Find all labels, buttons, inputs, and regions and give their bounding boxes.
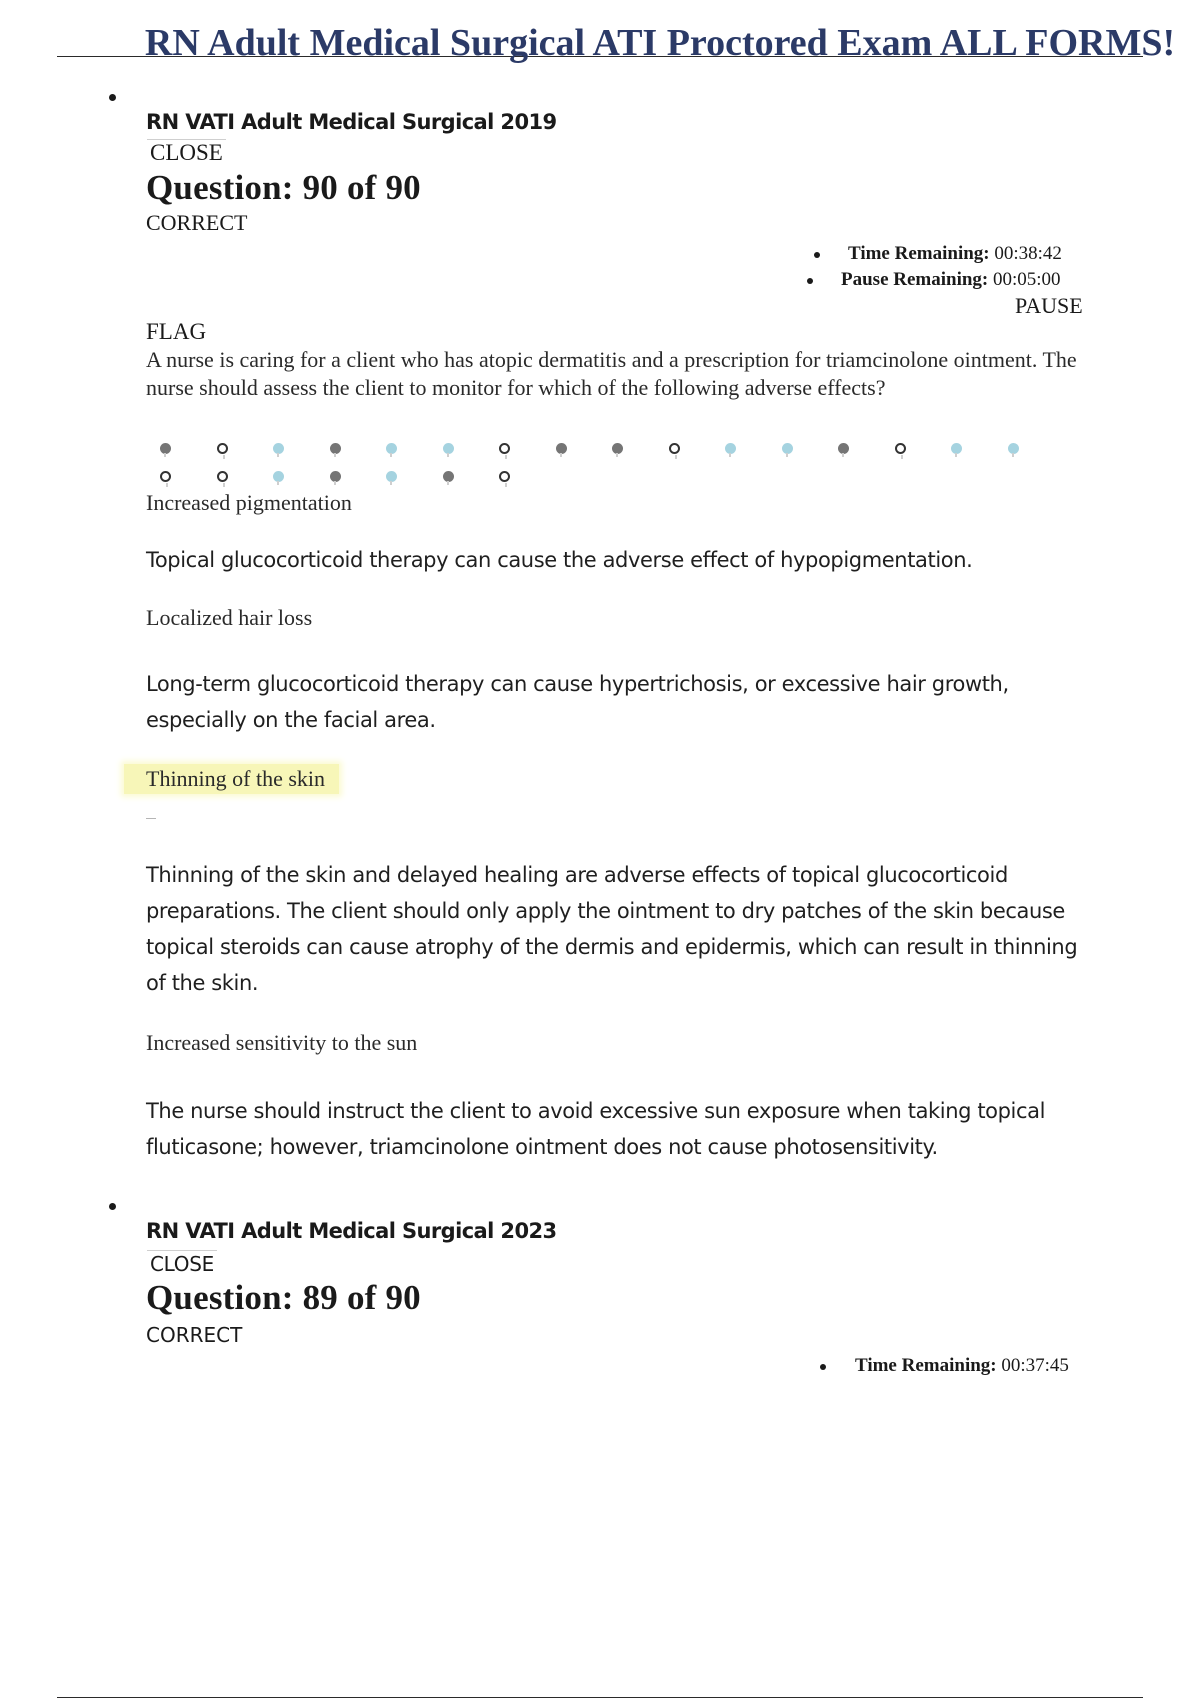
- question-nav-dot[interactable]: [499, 471, 510, 482]
- question-nav-dot[interactable]: [1008, 443, 1019, 454]
- question-nav-dot[interactable]: [160, 443, 171, 454]
- question-nav-dot[interactable]: [612, 443, 623, 454]
- answer-status: CORRECT: [146, 210, 248, 235]
- question-nav-dot[interactable]: [217, 443, 228, 454]
- question-nav-dot[interactable]: [443, 443, 454, 454]
- bottom-rule: [57, 1697, 1143, 1698]
- question-nav-dot[interactable]: [160, 471, 171, 482]
- pause-remaining: [841, 269, 1061, 291]
- question-text: A nurse is caring for a client who has atopic dermatitis and a prescription for triamcinolone ointment. The nurse should assess the client to monitor for which of the following adverse effects?: [146, 347, 1077, 400]
- time-remaining-label: Time Remaining:: [855, 1355, 997, 1376]
- question-nav-dot[interactable]: [725, 443, 736, 454]
- question-nav-dot[interactable]: [499, 443, 510, 454]
- time-remaining-label: Time Remaining:: [848, 243, 990, 264]
- time-remaining: [848, 243, 1062, 265]
- time-remaining: [855, 1355, 1069, 1377]
- close-button[interactable]: CLOSE: [147, 139, 226, 166]
- pause-remaining-value: 00:05:00: [993, 269, 1061, 290]
- time-remaining-value: 00:38:42: [994, 243, 1062, 264]
- question-nav-dot[interactable]: [273, 443, 284, 454]
- question-nav-dot[interactable]: [782, 443, 793, 454]
- question-nav-dot[interactable]: [669, 443, 680, 454]
- question-nav-dot[interactable]: [330, 443, 341, 454]
- answer-option-selected[interactable]: Thinning of the skin: [124, 764, 339, 794]
- separator: [146, 818, 156, 819]
- question-nav-dot[interactable]: [273, 471, 284, 482]
- question-nav-dot[interactable]: [386, 443, 397, 454]
- answer-status: CORRECT: [146, 1323, 243, 1347]
- answer-option[interactable]: Increased pigmentation: [146, 490, 352, 515]
- question-number: Question: 90 of 90: [146, 168, 421, 207]
- list-bullet: [807, 278, 813, 284]
- question-nav-dot[interactable]: [386, 471, 397, 482]
- question-nav-dot[interactable]: [895, 443, 906, 454]
- option-rationale: Topical glucocorticoid therapy can cause the adverse effect of hypopigmentation.: [146, 548, 973, 572]
- pause-remaining-label: Pause Remaining:: [841, 269, 989, 290]
- document-title: RN Adult Medical Surgical ATI Proctored Exam ALL FORMS!: [144, 22, 1176, 64]
- close-button[interactable]: CLOSE: [147, 1250, 217, 1277]
- answer-option[interactable]: Localized hair loss: [146, 605, 313, 630]
- option-rationale: Thinning of the skin and delayed healing are adverse effects of topical glucocorticoid preparations. The client should only apply the ointment to dry patches of the skin because topical steroids can cause atrophy of the dermis and epidermis, which can result in thinning of the skin.: [146, 863, 1078, 995]
- question-nav-dot[interactable]: [443, 471, 454, 482]
- option-rationale: Long-term glucocorticoid therapy can cause hypertrichosis, or excessive hair growth, especially on the facial area.: [146, 672, 1009, 732]
- option-rationale: The nurse should instruct the client to avoid excessive sun exposure when taking topical fluticasone; however, triamcinolone ointment does not cause photosensitivity.: [146, 1099, 1046, 1159]
- section-heading: RN VATI Adult Medical Surgical 2023: [146, 1219, 557, 1243]
- list-bullet: [820, 1364, 826, 1370]
- flag-button[interactable]: FLAG: [146, 319, 207, 344]
- question-nav-dot[interactable]: [951, 443, 962, 454]
- answer-option[interactable]: Increased sensitivity to the sun: [146, 1030, 418, 1055]
- question-number: Question: 89 of 90: [146, 1278, 421, 1317]
- time-remaining-value: 00:37:45: [1001, 1355, 1069, 1376]
- section-heading: RN VATI Adult Medical Surgical 2019: [146, 110, 557, 134]
- question-nav-dot[interactable]: [556, 443, 567, 454]
- question-nav-dot[interactable]: [838, 443, 849, 454]
- pause-button[interactable]: PAUSE: [1015, 293, 1083, 318]
- question-nav-dot[interactable]: [330, 471, 341, 482]
- list-bullet: [109, 94, 116, 101]
- question-nav-dot[interactable]: [217, 471, 228, 482]
- list-bullet: [814, 252, 820, 258]
- list-bullet: [109, 1203, 116, 1210]
